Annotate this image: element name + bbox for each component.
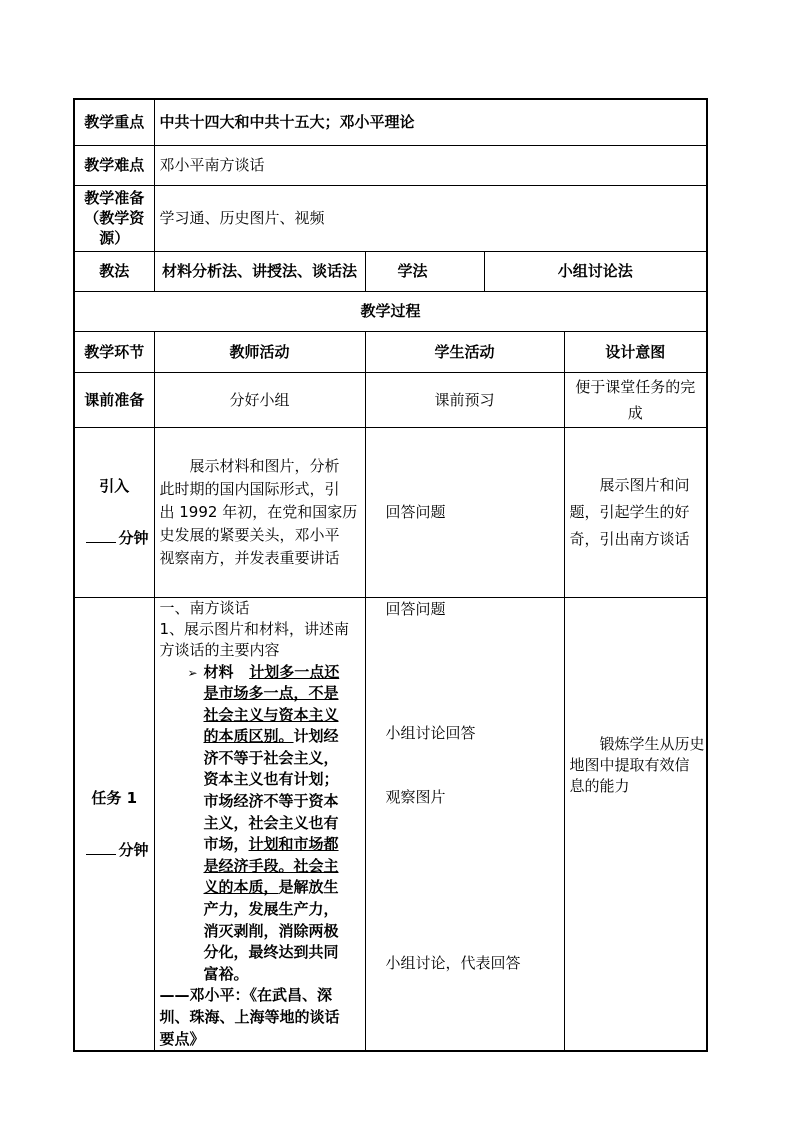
intro-intent xyxy=(564,427,707,597)
material-plain-3: 资本主义也有计划； xyxy=(203,770,339,789)
pre-class-teacher: 分好小组 xyxy=(154,372,365,427)
lesson-plan-table xyxy=(73,98,708,1052)
intro-teacher-line1: 展示材料和图片，分析 xyxy=(189,456,340,475)
intro-minutes-blank xyxy=(86,528,116,543)
material-plain-8: 产力，发展生产力， xyxy=(203,900,339,919)
material-prefix: 材料 xyxy=(203,662,234,681)
intro-label: 引入 xyxy=(99,477,130,495)
process-title: 教学过程 xyxy=(74,291,707,331)
task1-intent-line3: 息的能力 xyxy=(569,776,630,795)
intro-intent-line1: 展示图片和问 xyxy=(599,475,690,494)
focus-label: 教学重点 xyxy=(74,99,154,145)
task1-student-1: 回答问题 xyxy=(385,599,446,618)
task1-teacher xyxy=(154,597,365,1051)
task1-teacher-line3: 方谈话的主要内容 xyxy=(159,640,280,659)
task1-intent xyxy=(564,597,707,1051)
prep-label-line3: 源） xyxy=(99,229,130,247)
quote-line3: 要点》 xyxy=(159,1029,205,1048)
process-title-row xyxy=(74,291,707,331)
quote-block xyxy=(160,985,360,1050)
task1-teacher-line2: 1、展示图片和材料，讲述南 xyxy=(159,619,350,638)
pre-class-label: 课前准备 xyxy=(74,372,154,427)
intro-minutes: 分钟 xyxy=(118,529,149,547)
difficulty-row xyxy=(74,145,707,185)
task1-student-4: 小组讨论，代表回答 xyxy=(385,953,521,972)
task1-intent-line2: 地图中提取有效信 xyxy=(569,755,690,774)
material-plain-10: 分化，最终达到共同 xyxy=(203,943,339,962)
material-underline-2a: 计划和市场都 xyxy=(248,835,339,854)
teach-method-label: 教法 xyxy=(74,251,154,291)
header-intent: 设计意图 xyxy=(564,331,707,372)
intro-row xyxy=(74,427,707,597)
material-underline-3a: 社会主 xyxy=(293,856,339,875)
task1-intent-line1: 锻炼学生从历史 xyxy=(599,734,705,753)
intro-student: 回答问题 xyxy=(365,427,564,597)
focus-row xyxy=(74,99,707,145)
material-plain-1: 计划经 xyxy=(293,727,339,746)
difficulty-label: 教学难点 xyxy=(74,145,154,185)
prep-label-line2: （教学资 xyxy=(84,209,145,227)
prep-row xyxy=(74,185,707,251)
header-teacher: 教师活动 xyxy=(154,331,365,372)
task1-row xyxy=(74,597,707,1051)
focus-value: 中共十四大和中共十五大；邓小平理论 xyxy=(154,99,707,145)
methods-row xyxy=(74,251,707,291)
material-block xyxy=(160,662,360,986)
pre-class-intent xyxy=(564,372,707,427)
material-underline-2b: 是经济手段。 xyxy=(203,856,294,875)
material-plain-11: 富裕。 xyxy=(203,964,249,983)
header-stage: 教学环节 xyxy=(74,331,154,372)
intro-intent-line3: 奇，引出南方谈话 xyxy=(569,529,690,548)
header-row xyxy=(74,331,707,372)
material-underline-1c: 社会主义与资本主义 xyxy=(203,705,339,724)
teach-method-value: 材料分析法、讲授法、谈话法 xyxy=(154,251,365,291)
task1-label: 任务 1 xyxy=(91,788,138,807)
quote-line2: 圳、珠海、上海等地的谈话 xyxy=(159,1008,340,1026)
quote-line1: ——邓小平：《在武昌、深 xyxy=(159,986,333,1005)
intro-intent-line2: 题，引起学生的好 xyxy=(569,502,690,521)
header-student: 学生活动 xyxy=(365,331,564,372)
pre-class-intent-line2: 成 xyxy=(627,403,643,422)
task1-label-cell xyxy=(74,597,154,1051)
intro-teacher xyxy=(154,427,365,597)
material-plain-6a: 市场， xyxy=(203,835,249,854)
material-underline-1b: 是市场多一点，不是 xyxy=(203,684,339,703)
pre-class-row xyxy=(74,372,707,427)
task1-teacher-line1: 一、南方谈话 xyxy=(159,598,250,617)
intro-teacher-line3: 出 1992 年初，在党和国家历 xyxy=(159,502,358,521)
material-plain-9: 消灭剥削，消除两极 xyxy=(203,921,339,940)
prep-label-line1: 教学准备 xyxy=(84,189,145,207)
task1-intent-text xyxy=(570,734,705,797)
intro-label-cell xyxy=(74,427,154,597)
material-plain-2: 济不等于社会主义， xyxy=(203,748,339,767)
pre-class-intent-line1: 便于课堂任务的完 xyxy=(575,377,696,396)
material-plain-5: 主义，社会主义也有 xyxy=(203,813,339,832)
difficulty-value: 邓小平南方谈话 xyxy=(154,145,707,185)
material-underline-1d: 的本质区别。 xyxy=(203,727,294,746)
intro-teacher-line5: 视察南方，并发表重要讲话 xyxy=(159,548,340,567)
arrow-bullet-icon: ➢ xyxy=(187,665,198,680)
learn-method-label: 学法 xyxy=(365,251,484,291)
task1-student-3: 观察图片 xyxy=(385,787,446,806)
task1-minutes: 分钟 xyxy=(118,840,149,859)
learn-method-value: 小组讨论法 xyxy=(484,251,707,291)
material-underline-1a: 计划多一点还 xyxy=(249,662,340,681)
task1-student-2: 小组讨论回答 xyxy=(385,723,476,742)
prep-value: 学习通、历史图片、视频 xyxy=(154,185,707,251)
prep-label xyxy=(74,185,154,251)
pre-class-student: 课前预习 xyxy=(365,372,564,427)
material-plain-7: 是解放生 xyxy=(278,878,339,897)
material-underline-3b: 义的本质， xyxy=(203,878,279,897)
task1-student xyxy=(365,597,564,1051)
intro-teacher-line4: 史发展的紧要关头，邓小平 xyxy=(159,525,340,544)
material-plain-4: 市场经济不等于资本 xyxy=(203,792,339,811)
intro-teacher-line2: 此时期的国内国际形式，引 xyxy=(159,479,340,498)
task1-minutes-blank xyxy=(86,840,116,855)
